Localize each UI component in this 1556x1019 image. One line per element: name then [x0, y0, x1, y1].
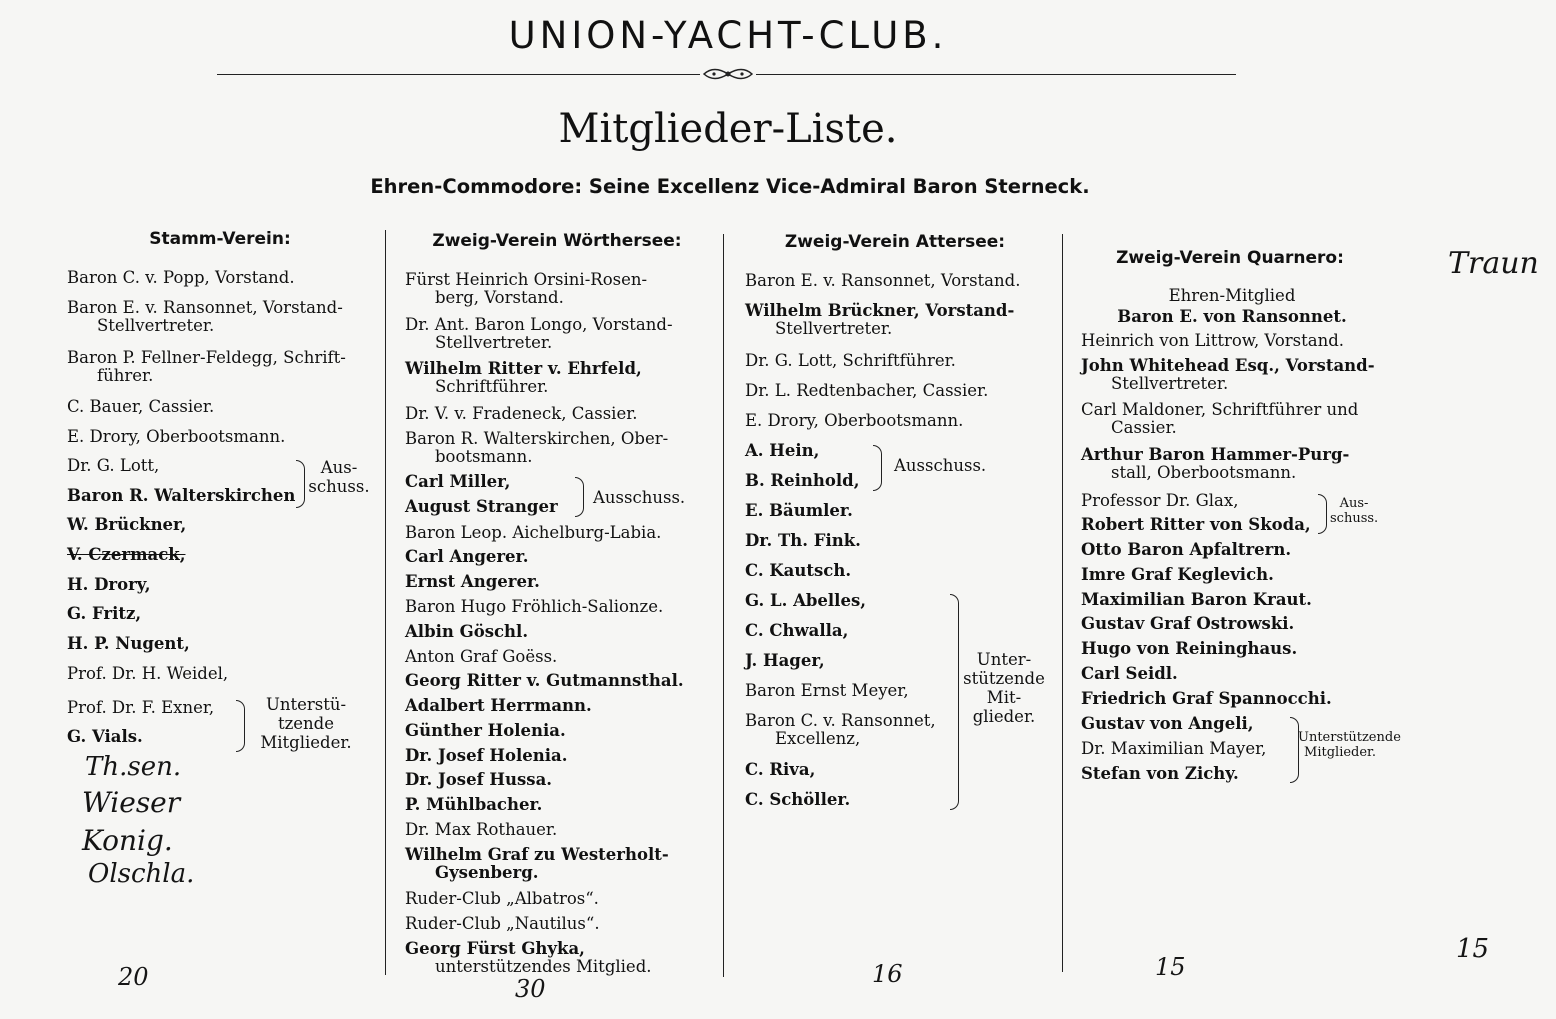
handwritten-count: 20 [118, 963, 149, 991]
member-entry [405, 404, 638, 423]
member-entry [745, 711, 936, 748]
member-entry [745, 531, 861, 550]
ornament-icon [700, 63, 756, 85]
honorary-member: Baron E. von Ransonnet. [1117, 307, 1347, 326]
member-entry [745, 651, 825, 670]
member-name: G. Fritz, [67, 604, 142, 623]
member-entry [67, 634, 190, 653]
member-entry [405, 746, 567, 765]
member-entry [1081, 590, 1312, 609]
member-name: Ruder-Club „Albatros“. [405, 889, 599, 908]
member-entry [405, 622, 528, 641]
handwritten-note: Konig. [82, 824, 173, 857]
member-name: E. Drory, Oberbootsmann. [67, 427, 286, 446]
honorary-label: Ehren-Mitglied [1168, 286, 1296, 305]
member-entry [405, 721, 566, 740]
member-entry [745, 790, 850, 809]
member-name: Hugo von Reininghaus. [1081, 639, 1298, 658]
member-name: Dr. G. Lott, [67, 456, 160, 475]
member-name: Dr. Josef Holenia. [405, 746, 568, 765]
member-entry [1081, 515, 1311, 534]
member-entry [745, 381, 988, 400]
member-name: Günther Holenia. [405, 721, 566, 740]
column-divider [385, 230, 386, 975]
club-title: UNION-YACHT-CLUB. [508, 14, 948, 57]
member-name: Carl Miller, [405, 472, 511, 491]
member-name: Dr. Max Rothauer. [405, 820, 558, 839]
member-entry [1081, 540, 1291, 559]
member-entry [745, 501, 853, 520]
member-entry [405, 671, 684, 690]
member-name: Baron P. Fellner-Feldegg, Schrift- [67, 348, 346, 367]
member-entry [405, 472, 510, 491]
member-name: Wilhelm Ritter v. Ehrfeld, [405, 359, 642, 378]
member-entry [1081, 739, 1266, 758]
member-entry [745, 351, 956, 370]
member-name: C. Chwalla, [745, 621, 849, 640]
member-name: August Stranger [405, 497, 558, 516]
page-title: Mitglieder-Liste. [558, 106, 898, 152]
member-continuation: Stellvertreter. [775, 319, 893, 338]
member-name: Baron Hugo Fröhlich-Salionze. [405, 597, 664, 616]
member-name: G. L. Abelles, [745, 591, 866, 610]
column-heading: Zweig-Verein Quarnero: [1116, 248, 1344, 268]
member-entry [1081, 565, 1274, 584]
member-entry [745, 301, 1014, 338]
column-divider [1062, 234, 1063, 972]
brace [296, 460, 305, 508]
member-continuation: Excellenz, [775, 729, 861, 748]
member-continuation: Stellvertreter. [97, 316, 215, 335]
member-entry [67, 268, 295, 287]
member-name: H. Drory, [67, 575, 151, 594]
member-entry [67, 456, 159, 475]
member-entry [1081, 331, 1344, 350]
member-entry [745, 411, 963, 430]
member-entry [1081, 356, 1375, 393]
member-name: Friedrich Graf Spannocchi. [1081, 689, 1332, 708]
handwritten-count: 30 [515, 975, 546, 1003]
handwritten-note: Olschla. [88, 859, 195, 889]
member-continuation: berg, Vorstand. [435, 288, 564, 307]
member-entry [745, 591, 866, 610]
member-name: Gustav Graf Ostrowski. [1081, 614, 1295, 633]
member-entry [745, 760, 815, 779]
member-continuation: Gysenberg. [435, 863, 539, 882]
member-name: Otto Baron Apfaltrern. [1081, 540, 1292, 559]
member-entry [67, 727, 143, 746]
member-entry [67, 486, 295, 505]
member-entry [405, 820, 557, 839]
member-entry [405, 647, 557, 666]
handwritten-note: Wieser [82, 786, 181, 819]
member-name: Professor Dr. Glax, [1081, 491, 1239, 510]
member-entry [405, 572, 540, 591]
member-entry [67, 698, 214, 717]
handwritten-note: Th.sen. [85, 752, 182, 782]
member-entry [745, 471, 859, 490]
member-name: G. Vials. [67, 727, 143, 746]
member-continuation: Stellvertreter. [435, 333, 553, 352]
member-entry [67, 427, 285, 446]
header-rule-left [217, 74, 700, 75]
member-name: Prof. Dr. F. Exner, [67, 698, 215, 717]
member-entry [405, 359, 642, 396]
member-entry [1081, 714, 1253, 733]
handwritten-margin-count: 15 [1456, 934, 1490, 964]
member-name: Fürst Heinrich Orsini-Rosen- [405, 270, 648, 289]
member-name: Baron C. v. Popp, Vorstand. [67, 268, 295, 287]
member-name: V. Czermack, [67, 545, 186, 564]
member-name: Gustav von Angeli, [1081, 714, 1254, 733]
member-entry [405, 889, 599, 908]
member-entry [405, 770, 552, 789]
member-entry [405, 497, 558, 516]
member-entry [67, 515, 186, 534]
member-entry [67, 664, 228, 683]
member-entry [745, 621, 848, 640]
brace-label: Unter-stützende Mit-glieder. [963, 650, 1045, 726]
member-entry [67, 604, 141, 623]
member-name: C. Riva, [745, 760, 816, 779]
member-name: Dr. Maximilian Mayer, [1081, 739, 1267, 758]
member-name: Baron C. v. Ransonnet, [745, 711, 936, 730]
member-entry [405, 845, 669, 882]
member-entry [67, 298, 343, 335]
member-continuation: Cassier. [1111, 418, 1177, 437]
member-entry [67, 575, 151, 594]
member-entry [1081, 689, 1332, 708]
member-name: Albin Göschl. [405, 622, 529, 641]
member-name: W. Brückner, [67, 515, 187, 534]
column-divider [723, 234, 724, 977]
member-entry [745, 681, 909, 700]
brace [1318, 494, 1327, 534]
member-entry [405, 597, 663, 616]
member-entry [67, 397, 214, 416]
brace-label: Aus-schuss. [1330, 496, 1379, 526]
member-name: Wilhelm Graf zu Westerholt- [405, 845, 669, 864]
member-entry [67, 348, 346, 385]
brace-label: Unterstützende Mitglieder. [1298, 730, 1401, 760]
member-name: Anton Graf Goëss. [405, 647, 558, 666]
member-name: Ernst Angerer. [405, 572, 540, 591]
member-name: P. Mühlbacher. [405, 795, 543, 814]
member-continuation: Stellvertreter. [1111, 374, 1229, 393]
member-name: J. Hager, [745, 651, 825, 670]
member-entry [1081, 491, 1238, 510]
member-name: E. Drory, Oberbootsmann. [745, 411, 964, 430]
member-entry [405, 270, 647, 307]
member-entry [405, 939, 652, 976]
member-entry [1081, 664, 1178, 683]
column-heading: Zweig-Verein Wörthersee: [432, 231, 682, 251]
member-entry [1081, 445, 1349, 482]
member-name: Adalbert Herrmann. [405, 696, 592, 715]
member-name: H. P. Nugent, [67, 634, 190, 653]
brace-label: Ausschuss. [894, 456, 987, 475]
member-continuation: bootsmann. [435, 447, 533, 466]
member-name: Baron Ernst Meyer, [745, 681, 909, 700]
member-entry [405, 914, 600, 933]
member-name: Wilhelm Brückner, Vorstand- [745, 301, 1015, 320]
member-name: Carl Seidl. [1081, 664, 1178, 683]
member-entry-struck [67, 545, 185, 564]
member-continuation: unterstützendes Mitglied. [435, 957, 652, 976]
member-name: Carl Maldoner, Schriftführer und [1081, 400, 1359, 419]
brace [873, 445, 882, 491]
brace-label: Ausschuss. [593, 488, 686, 507]
member-continuation: stall, Oberbootsmann. [1111, 463, 1297, 482]
member-entry [405, 429, 668, 466]
member-name: Arthur Baron Hammer-Purg- [1081, 445, 1350, 464]
member-name: C. Schöller. [745, 790, 851, 809]
handwritten-margin-note: Traun [1448, 246, 1539, 281]
member-entry [405, 696, 592, 715]
member-name: Dr. G. Lott, Schriftführer. [745, 351, 956, 370]
member-name: Baron R. Walterskirchen [67, 486, 296, 505]
handwritten-count: 15 [1155, 953, 1186, 981]
member-name: Baron E. v. Ransonnet, Vorstand. [745, 271, 1021, 290]
member-entry [1081, 400, 1358, 437]
member-name: Heinrich von Littrow, Vorstand. [1081, 331, 1345, 350]
member-name: Dr. Ant. Baron Longo, Vorstand- [405, 315, 673, 334]
member-name: Dr. V. v. Fradeneck, Cassier. [405, 404, 638, 423]
member-entry [1081, 764, 1239, 783]
member-entry [1081, 614, 1294, 633]
member-name: Imre Graf Keglevich. [1081, 565, 1274, 584]
handwritten-count: 16 [872, 960, 903, 988]
brace-label: Unterstü-tzende Mitglieder. [260, 695, 352, 752]
brace [236, 700, 245, 752]
member-entry [405, 547, 528, 566]
brace-label: Aus-schuss. [308, 458, 370, 496]
member-entry [405, 795, 542, 814]
brace [950, 594, 959, 810]
member-name: C. Bauer, Cassier. [67, 397, 215, 416]
member-name: E. Bäumler. [745, 501, 853, 520]
header-rule-right [756, 74, 1236, 75]
member-name: Prof. Dr. H. Weidel, [67, 664, 229, 683]
brace [575, 477, 584, 517]
member-entry [405, 315, 673, 352]
member-entry [745, 271, 1020, 290]
member-name: Maximilian Baron Kraut. [1081, 590, 1312, 609]
member-name: B. Reinhold, [745, 471, 860, 490]
member-name: A. Hein, [745, 441, 820, 460]
member-name: Georg Ritter v. Gutmannsthal. [405, 671, 684, 690]
member-name: Carl Angerer. [405, 547, 529, 566]
member-entry [1081, 639, 1297, 658]
honorary-commodore: Ehren-Commodore: Seine Excellenz Vice-Admiral Baron Sterneck. [370, 175, 1090, 198]
member-name: Baron E. v. Ransonnet, Vorstand- [67, 298, 343, 317]
member-name: Dr. Josef Hussa. [405, 770, 553, 789]
member-name: Dr. Th. Fink. [745, 531, 861, 550]
member-name: Dr. L. Redtenbacher, Cassier. [745, 381, 989, 400]
member-entry [405, 523, 661, 542]
member-name: John Whitehead Esq., Vorstand- [1081, 356, 1375, 375]
member-name: Robert Ritter von Skoda, [1081, 515, 1311, 534]
member-name: Georg Fürst Ghyka, [405, 939, 585, 958]
member-name: C. Kautsch. [745, 561, 852, 580]
member-continuation: Schriftführer. [435, 377, 549, 396]
member-entry [745, 561, 851, 580]
column-heading: Zweig-Verein Attersee: [784, 232, 1006, 252]
member-name: Baron Leop. Aichelburg-Labia. [405, 523, 662, 542]
member-name: Baron R. Walterskirchen, Ober- [405, 429, 669, 448]
column-heading: Stamm-Verein: [149, 229, 291, 249]
member-continuation: führer. [97, 366, 154, 385]
member-name: Ruder-Club „Nautilus“. [405, 914, 600, 933]
member-name: Stefan von Zichy. [1081, 764, 1239, 783]
member-entry [745, 441, 819, 460]
